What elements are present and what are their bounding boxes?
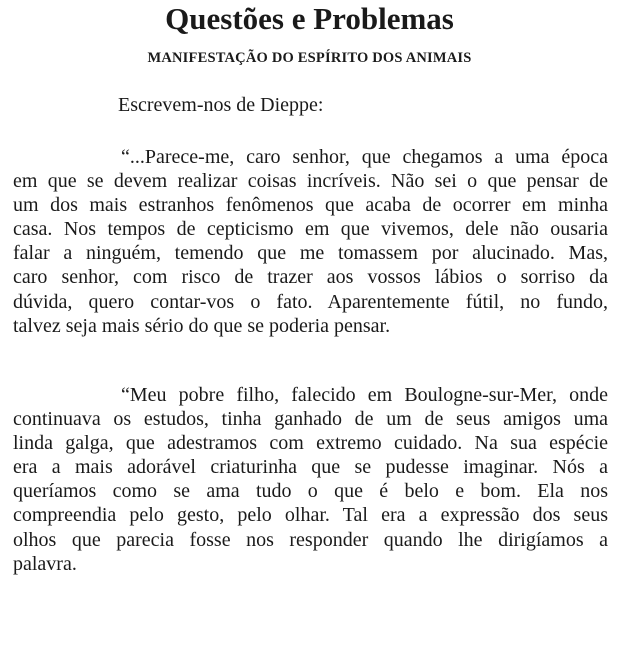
section-subtitle: MANIFESTAÇÃO DO ESPÍRITO DOS ANIMAIS [147, 50, 472, 66]
paragraph-2-line: linda galga, que adestramos com extremo cuidado. Na sua espécie [13, 432, 608, 455]
paragraph-1 [13, 145, 608, 338]
paragraph-2-line: olhos que parecia fosse nos responder quando lhe dirigíamos a [13, 528, 608, 551]
paragraph-1-line: um dos mais estranhos fenômenos que acaba de ocorrer em minha [13, 194, 608, 217]
page-title: Questões e Problemas [165, 1, 454, 36]
paragraph-2-line: compreendia pelo gesto, pelo olhar. Tal era a expressão dos seus [13, 504, 608, 527]
paragraph-1-line: “...Parece-me, caro senhor, que chegamos a uma época [121, 146, 608, 168]
paragraph-1-line: dúvida, quero contar-vos o fato. Aparentemente fútil, no fundo, [13, 290, 608, 313]
paragraph-1-line: em que se devem realizar coisas incríveis. Não sei o que pensar de [13, 170, 608, 193]
paragraph-2 [13, 383, 608, 576]
paragraph-1-line: casa. Nos tempos de cepticismo em que vivemos, dele não ousaria [13, 218, 608, 241]
paragraph-1-line: caro senhor, com risco de trazer aos vossos lábios o sorriso da [13, 266, 608, 289]
paragraph-1-line: falar a ninguém, temendo que me tomassem por alucinado. Mas, [13, 242, 608, 265]
intro-line: Escrevem-nos de Dieppe: [118, 94, 324, 116]
paragraph-2-line: “Meu pobre filho, falecido em Boulogne-sur-Mer, onde [121, 384, 608, 406]
paragraph-2-line: era a mais adorável criaturinha que se pudesse imaginar. Nós a [13, 456, 608, 479]
paragraph-1-line: talvez seja mais sério do que se poderia pensar. [13, 314, 391, 337]
paragraph-2-line: queríamos como se ama tudo o que é belo e bom. Ela nos [13, 480, 608, 503]
paragraph-2-line: continuava os estudos, tinha ganhado de um de seus amigos uma [13, 408, 608, 431]
paragraph-2-line: palavra. [13, 552, 77, 575]
